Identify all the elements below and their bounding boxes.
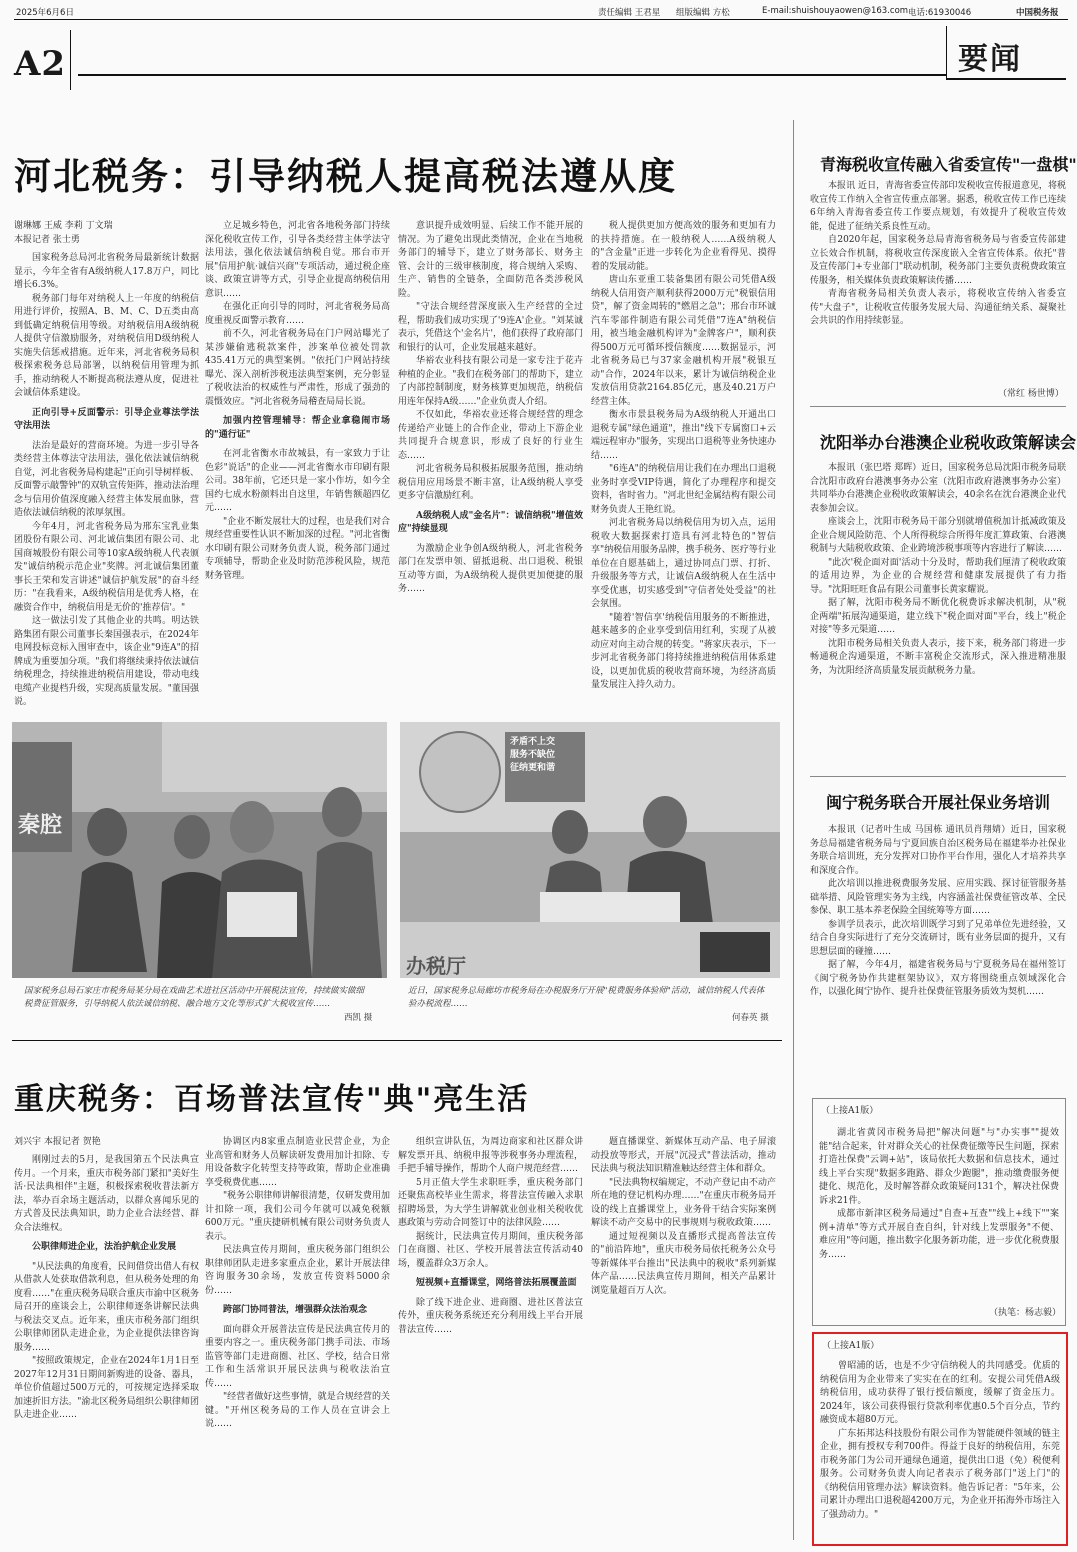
paragraph: 河北省税务局以纳税信用为切入点，运用税收大数据探索打造具有河北特色的"智信享"纳税信用服务品牌，携手税务、医疗等行业单位在自愿基础上，通过协同点门票、打折、升级服务等方式，让诚信A级纳税人在生活中享受优惠，切实感受到"守信者处处受益"的社会氛围。 bbox=[591, 518, 776, 609]
paragraph: 据了解，今年4月，福建省税务局与宁夏税务局在福州签订《闽宁税务协作共建框架协议》，双方将围绕重点领域深化合作，以强化闽宁协作、提升社保费征管服务质效为契机…… bbox=[810, 960, 1066, 997]
paragraph: 湖北省黄冈市税务局把"解决问题"与"办实事""提效能"结合起来，针对群众关心的社保费征缴等民生问题，探索打造社保费"云调+站"，该局依托大数据和信息技术，通过线上平台实现"数据多跑路、群众少跑腿"，推动缴费服务便捷化、规范化，及时解答群众政策疑问131个，解决社保费诉求21件。 bbox=[819, 1128, 1059, 1206]
paragraph: 刚刚过去的5月，是我国第五个民法典宣传月。一个月来，重庆市税务部门紧扣"美好生活·民法典相伴"主题，积极探索税收普法新方法，举办百余场主题活动，以群众喜闻乐见的方式普及民法典知识，助力企业合法经营、群众合法维权。 bbox=[14, 1155, 199, 1233]
layout-editor: 组版编辑 方松 bbox=[676, 8, 730, 18]
banner-slogan: 矛盾不上交 服务不缺位 征纳更和谐 bbox=[510, 737, 556, 773]
paragraph: 前不久，河北省税务局在门户网站曝光了某涉嫌偷逃税款案件，涉案单位被处罚款435.41万元的典型案例。"依托门户网站持续曝光、深入剖析涉税违法典型案例，充分彰显了税收法治的权威性与严肃性，形成了强劲的震慑效应。"河北省税务局稽查局局长说。 bbox=[205, 329, 390, 407]
divider bbox=[810, 406, 1066, 407]
right-story2-body bbox=[810, 462, 1066, 772]
continued-label: （上接A1版） bbox=[821, 1106, 879, 1116]
paragraph: 广东拓邦达科技股份有限公司作为智能硬件领域的链主企业，拥有授权专利700件。得益于良好的纳税信用，东莞市税务部门为公司开通绿色通道，提供出口退（免）税便利服务。公司财务负责人向记者表示了税务部门"送上门"的《纳税信用管理办法》解读资料。他告诉记者："5年来，公司累计办理出口退税超4200万元，为企业开拓海外市场注入了强劲动力。" bbox=[820, 1428, 1060, 1520]
article2-col1 bbox=[14, 1154, 199, 1539]
paragraph: 河北省税务局积极拓展服务范围，推动纳税信用应用场景不断丰富，让A级纳税人享受更多守信激励红利。 bbox=[398, 464, 583, 501]
continued-sign: （执笔：杨志毅） bbox=[989, 1308, 1062, 1318]
paragraph: 法治是最好的营商环境。为进一步引导各类经营主体尊法守法用法，强化依法诚信纳税自觉，河北省税务局构建起"正向引导树样板、反面警示敲警钟"的双轨宣传矩阵，推动法治理念与信用价值深度融入经营主体发展血脉，营造依法诚信纳税的浓厚氛围。 bbox=[14, 440, 199, 518]
paragraph: 民法典宣传月期间，重庆税务部门组织公职律师团队走进多家重点企业，累计开展法律咨询服务30余场，发放宣传资料5000余份…… bbox=[205, 1245, 390, 1296]
paragraph: 5月正值大学生求职旺季，重庆税务部门还聚焦高校毕业生需求，将普法宣传融入求职招聘场景，为大学生讲解就业创业相关税收优惠政策与劳动合同签订中的法律风险…… bbox=[398, 1177, 583, 1228]
paragraph: 据了解，沈阳市税务局不断优化税费诉求解决机制，从"税企两端"拓展沟通渠道，建立线下"税企面对面"平台，线上"税企对接"等多元渠道…… bbox=[810, 598, 1066, 635]
column-divider bbox=[793, 120, 794, 1540]
section-name: 要闻 bbox=[958, 42, 1022, 77]
section-rule-2 bbox=[12, 1040, 782, 1041]
subheading: 加强内控管理辅导：帮企业拿稳闹市场的"通行证" bbox=[205, 416, 390, 440]
paragraph: 为激励企业争创A级纳税人，河北省税务部门在发票申领、留抵退税、出口退税、税银互动等方面，为A级纳税人提供更加便捷的服务…… bbox=[398, 543, 583, 594]
right-story3-body bbox=[810, 824, 1066, 1088]
paragraph: 在强化正向引导的同时，河北省税务局高度重视反面警示教育…… bbox=[205, 302, 390, 326]
section-rule bbox=[78, 74, 946, 76]
subheading: 正向引导+反面警示：引导企业尊法学法守法用法 bbox=[14, 407, 199, 431]
paragraph: 意识提升成效明显、后续工作不能开展的情况。为了避免出现此类情况，企业在当地税务部门的辅导下，建立了财务部长、财务主管、会计的三级审核制度，将合规纳入采购、生产、销售的全链条，全面防范各类涉税风险。 bbox=[398, 221, 583, 299]
article1-title: 河北税务：引导纳税人提高税法遵从度 bbox=[14, 154, 677, 198]
paragraph: 在河北省衡水市故城县，有一家致力于让色彩"说话"的企业——河北省衡水市印刷有限公司。38年前，它还只是一家小作坊，如今全国约七成水粉颜料出自这里，年销售额超四亿元…… bbox=[205, 449, 390, 513]
paragraph: 曾昭浦的话，也是不少守信纳税人的共同感受。优质的纳税信用为企业带来了实实在在的红利。安提公司凭借A级纳税信用，成功获得了银行授信额度，缓解了资金压力。2024年，该公司获得银行贷款利率优惠0.5个百分点，节约融资成本超80万元。 bbox=[820, 1361, 1060, 1425]
paragraph: 题直播课堂、新媒体互动产品、电子屏滚动投放等形式，开展"沉浸式"普法活动，推动民法典与税法知识精准触达经营主体和群众。 bbox=[591, 1137, 776, 1174]
paper-name: 中国税务报 bbox=[1016, 8, 1059, 18]
right-story2-title: 沈阳举办台港澳企业税收政策解读会 bbox=[820, 433, 1077, 452]
subheading: 短视频+直播课堂，网络普法拓展覆盖面 bbox=[416, 1278, 577, 1288]
issue-date: 2025年6月6日 bbox=[16, 8, 74, 18]
photo-service-hall-image bbox=[400, 722, 780, 978]
right-story1-sign: （常红 杨世博） bbox=[998, 389, 1064, 399]
right-story3-title: 闽宁税务联合开展社保业务培训 bbox=[826, 793, 1051, 812]
article1-col1 bbox=[14, 252, 199, 707]
paragraph: 此次培训以推进税费服务发展、应用实践、探讨征管服务基础举措、风险管理实务为主线，内容涵盖社保费征管改革、全民参保、职工基本养老保险全国统筹等方面…… bbox=[810, 879, 1066, 916]
paragraph: "税务公职律师讲解很清楚，仅研发费用加计扣除一项，我们公司今年就可以减免税额600万元。"重庆捷研机械有限公司财务负责人表示。 bbox=[205, 1191, 390, 1242]
paragraph: "此次'税企面对面'活动十分及时，帮助我们厘清了税收政策的适用边界，为企业的合规经营和健康发展提供了有力指导。"沈阳旺旺食品有限公司董事长黄家耀说。 bbox=[810, 557, 1066, 595]
paragraph: "按照政策规定，企业在2024年1月1日至2027年12月31日期间新购进的设备、器具，单位价值超过500万元的，可按规定选择采取加速折旧方法。"渝北区税务局组织公职律师团队走进企业…… bbox=[14, 1356, 199, 1420]
paragraph: 华裕农业科技有限公司是一家专注于花卉种植的企业。"我们在税务部门的帮助下，建立了内部控制制度，财务核算更加规范，纳税信用连年保持A级……"企业负责人介绍。 bbox=[398, 356, 583, 407]
paragraph: "6连A"的纳税信用让我们在办理出口退税业务时享受VIP待遇，简化了办理程序和提交资料，省时省力。"河北世纪金属结构有限公司财务负责人王艳红说。 bbox=[591, 464, 776, 515]
paragraph: 税务部门每年对纳税人上一年度的纳税信用进行评价，按照A、B、M、C、D五类由高到低确定纳税信用等级。对纳税信用A级纳税人提供守信激励服务，对纳税信用D级纳税人实施失信惩戒措施。近年来，河北省税务局积极探索税务总局部署，以纳税信用管理为抓手，推动纳税人不断提高税法遵从度，促进社会诚信体系建设。 bbox=[14, 293, 199, 398]
article1-byline: 谢琳娜 王威 李莉 丁文瑞 本报记者 张士勇 bbox=[14, 221, 113, 245]
hall-sign: 办税厅 bbox=[406, 954, 466, 978]
paragraph: 本报讯（记者叶生成 马国栋 通讯员肖翔婧）近日，国家税务总局福建省税务局与宁夏回族自治区税务局在福建举办社保业务联合培训班，充分发挥对口协作平台作用，强化人才培养共享和深度合作。 bbox=[810, 825, 1066, 876]
page-number: A2 bbox=[14, 44, 67, 84]
paragraph: 组织宣讲队伍，为周边商家和社区群众讲解发票开具、纳税申报等涉税事务办理流程，手把手辅导操作，帮助个人商户规范经营…… bbox=[398, 1137, 583, 1174]
paragraph: 参训学员表示，此次培训既学习到了兄弟单位先进经验，又结合自身实际进行了充分交流研讨，既有业务层面的提升，又有思想层面的碰撞…… bbox=[810, 919, 1066, 957]
photo-opera-image bbox=[12, 722, 387, 978]
right-story1-body bbox=[810, 180, 1066, 390]
paragraph: 面向群众开展普法宣传是民法典宣传月的重要内容之一。重庆税务部门携手司法、市场监管等部门走进商圈、社区、学校，结合日常工作和生活常识开展民法典与税收法治宣传…… bbox=[205, 1324, 390, 1389]
paragraph: 这一做法引发了其他企业的共鸣。明达铁路集团有限公司董事长秦国强表示，在2024年电网投标竞标入围审查中，该企业"9连A"的招牌成为重要加分项。"我们将继续秉持依法诚信纳税理念，持续推进纳税信用建设，带动电线电缆产业提档升级，实现高质量发展。"董国强说。 bbox=[14, 616, 199, 707]
contact-phone: 电话:61930046 bbox=[908, 8, 972, 18]
paragraph: 本报讯（张巴塔 郑晖）近日，国家税务总局沈阳市税务局联合沈阳市政府台港澳事务办公室（沈阳市政府港澳事务办公室）共同举办台港澳企业税收政策解读会，40余名在沈台港澳企业代表参加会议。 bbox=[810, 463, 1066, 514]
article2-title: 重庆税务：百场普法宣传"典"亮生活 bbox=[14, 1082, 530, 1117]
paragraph: "守法合规经营深度嵌入生产经营的全过程，帮助我们成功实现了'9连A'企业。"刘某诚表示，凭借这个'金名片'，他们获得了政府部门和银行的认可，企业发展越来越好。 bbox=[398, 302, 583, 353]
article1-col2 bbox=[205, 220, 390, 682]
paragraph: 本报讯 近日，青海省委宣传部印发税收宣传报道意见，将税收宣传工作纳入全省宣传重点部署。据悉，税收宣传工作已连续6年纳入青海省委宣传工作要点规划，有效提升了税收宣传效能，促进了征纳关系良性互动。 bbox=[810, 181, 1066, 232]
paragraph: 今年4月，河北省税务局为邢东宝乳业集团股份有限公司、河北诚信集团有限公司、北国商城股份有限公司等10家A级纳税人代表颁发"诚信纳税示范企业"奖牌。河北诚信集团董事长王荣和发言讲述"诚信护航发展"的奋斗经历："在我看来，A级纳税信用是优秀人格，在融资合作中，纳税信用是无价的'推荐信'。" bbox=[14, 521, 199, 613]
paragraph: "随着'智信享'纳税信用服务的不断推进，越来越多的企业享受到信用红利，实现了从被动应对向主动合规的转变。"蒋家庆表示，下一步河北省税务部门将持续推进纳税信用体系建设，以更加优质的税收营商环境，为经济高质量发展注入持久动力。 bbox=[591, 612, 776, 690]
paragraph: "企业不断发展壮大的过程，也是我们对合规经营重要性认识不断加深的过程。"河北省衡水印刷有限公司财务负责人说，税务部门通过专项辅导，帮助企业及时防范涉税风险，规范财务管理。 bbox=[205, 516, 390, 581]
photo1-credit: 西凯 摄 bbox=[344, 1013, 373, 1023]
paragraph: 据统计，民法典宣传月期间，重庆税务部门在商圈、社区、学校开展普法宣传活动40场，覆盖群众3万余人。 bbox=[398, 1231, 583, 1269]
continued-label: （上接A1版） bbox=[822, 1341, 880, 1351]
paragraph: 成都市新津区税务局通过"自查+互查""线上+线下""案例+清单"等方式开展自查自纠，针对线上发票服务"不便、难应用"等问题，推出数字化服务新功能，进一步优化税费服务…… bbox=[819, 1209, 1059, 1260]
contact-email: E-mail:shuishouyaowen@163.com bbox=[762, 6, 909, 16]
masthead-bar bbox=[16, 4, 1066, 18]
paragraph: 通过短视频以及直播形式提高普法宣传的"前沿阵地"，重庆市税务局依托税务公众号等新媒体平台推出"民法典中的税收"系列新媒体产品……民法典宣传月期间，相关产品累计浏览量超百万人次。 bbox=[591, 1231, 776, 1296]
photo1-caption: 国家税务总局石家庄市税务局某分局在戏曲艺术进社区活动中开展税法宣传，持续做实做细税费征管服务，引导纳税人依法诚信纳税、融合地方文化等形式扩大税收宣传…… bbox=[24, 986, 365, 1009]
paragraph: 国家税务总局河北省税务局最新统计数据显示，今年全省有A级纳税人17.8万户，同比增长6.3%。 bbox=[14, 253, 199, 290]
continued-body bbox=[819, 1127, 1059, 1307]
paragraph: 协调区内8家重点制造业民营企业，为企业高管和财务人员解读研发费用加计扣除、专用设备数字化转型支持等政策，帮助企业准确享受税费优惠…… bbox=[205, 1137, 390, 1188]
divider bbox=[810, 776, 1066, 777]
divider-vertical bbox=[70, 30, 71, 90]
subheading: A级纳税人成"金名片"：诚信纳税"增值效应"持续显现 bbox=[398, 510, 583, 534]
paragraph: 座谈会上，沈阳市税务局干部分别就增值税加计抵减政策及企业合规风险防范、个人所得税综合所得年度汇算政策、台港澳税制与大陆税收政策、企业跨境涉税事项等内容进行了解读…… bbox=[810, 517, 1066, 554]
article2-byline: 刘兴宇 本报记者 贺艳 bbox=[14, 1137, 101, 1147]
paragraph: "民法典物权编规定，不动产登记由不动产所在地的登记机构办理……"在重庆市税务局开设的线上直播课堂上，业务骨干结合实际案例解读不动产交易中的民事规则与税收政策…… bbox=[591, 1177, 776, 1228]
paragraph: "从民法典的角度看，民间借贷出借人有权从借款人处获取借款利息，但从税务处理的角度看……"在重庆税务局联合重庆市渝中区税务局召开的座谈会上，公职律师逐条讲解民法典与税法交叉点。近年来，重庆市税务部门组织公职律师团队走进企业，为企业提供法律咨询服务…… bbox=[14, 1261, 199, 1353]
paragraph: 自2020年起，国家税务总局青海省税务局与省委宣传部建立长效合作机制，将税收宣传深度嵌入全省宣传体系。依托"普及宣传部门+专业部门"联动机制，税务部门主要负责税费政策宣传服务，相关媒体负责政策解读传播…… bbox=[810, 235, 1066, 286]
responsible-editor: 责任编辑 王君星 bbox=[598, 8, 661, 18]
photo-service-hall bbox=[400, 722, 780, 978]
continued-body bbox=[820, 1360, 1060, 1542]
article2-col2 bbox=[205, 1136, 390, 1539]
continued-box-2-highlighted[interactable] bbox=[812, 1332, 1068, 1546]
article2-col3 bbox=[398, 1136, 583, 1539]
paragraph: 青海省税务局相关负责人表示，将税收宣传纳入省委宣传"大盘子"，让税收宣传服务发展大局、沟通征纳关系、凝聚社会共识的作用持续彰显。 bbox=[810, 289, 1066, 326]
paragraph: 除了线下进企业、进商圈、进社区普法宣传外，重庆税务系统还充分利用线上平台开展普法宣传…… bbox=[398, 1297, 583, 1335]
paragraph: "经营者做好这些事情，就是合规经营的关键。"开州区税务局的工作人员在宣讲会上说…… bbox=[205, 1392, 390, 1429]
paragraph: 不仅如此，华裕农业还将合规经营的理念传递给产业链上的合作企业，带动上下游企业共同提升合规意识，形成了良好的行业生态…… bbox=[398, 410, 583, 461]
photo-opera bbox=[12, 722, 387, 978]
article2-col4 bbox=[591, 1136, 776, 1539]
paragraph: 衡水市景县税务局为A级纳税人开通出口退税专属"绿色通道"，推出"线下专属窗口+云端远程审办"服务，实现出口退税等业务快速办结…… bbox=[591, 410, 776, 461]
article1-col4 bbox=[591, 220, 776, 690]
paragraph: 立足城乡特色，河北省各地税务部门持续深化税收宣传工作，引导各类经营主体学法守法用法，强化依法诚信纳税自觉。邢台市开展"信用护航·诚信兴商"专项活动，通过税企座谈、政策宣讲等方式，引导企业提高纳税信用意识…… bbox=[205, 221, 390, 299]
top-rule bbox=[14, 19, 1068, 20]
continued-box-1 bbox=[812, 1098, 1066, 1326]
subheading: 跨部门协同普法，增强群众法治观念 bbox=[223, 1305, 368, 1315]
article1-col3 bbox=[398, 220, 583, 682]
paragraph: 唐山东亚重工装备集团有限公司凭借A级纳税人信用资产顺利获得2000万元"税银信用贷"，解了资金周转的"燃眉之急"；邢台市环诚汽车零部件制造有限公司凭借"7连A"纳税信用，被当地金融机构评为"金牌客户"，顺利获得500万元可循环授信额度……数据显示，河北省税务局已与37家金融机构开展"税银互动"合作，2024年以来，累计为诚信纳税企业发放信用贷款2164.85亿元，惠及40.21万户经营主体。 bbox=[591, 275, 776, 407]
paragraph: 沈阳市税务局相关负责人表示，接下来，税务部门将进一步畅通税企沟通渠道，不断丰富税企交流形式，深入推进精准服务，为沈阳经济高质量发展贡献税务力量。 bbox=[810, 638, 1066, 676]
photo2-credit: 何春英 摄 bbox=[732, 1013, 769, 1023]
right-story1-title: 青海税收宣传融入省委宣传"一盘棋" bbox=[820, 155, 1077, 174]
photo2-caption: 近日，国家税务总局廊坊市税务局在办税服务厅开展"税费服务体验师"活动，诚信纳税人代表体验办税流程…… bbox=[408, 986, 765, 1009]
paragraph: 税人提供更加方便高效的服务和更加有力的扶持措施。在一般纳税人……A级纳税人的"含金量"正进一步转化为企业看得见、摸得着的发展动能。 bbox=[591, 221, 776, 272]
subheading: 公职律师进企业，法治护航企业发展 bbox=[32, 1242, 177, 1252]
opera-sign: 秦腔 bbox=[18, 812, 63, 838]
